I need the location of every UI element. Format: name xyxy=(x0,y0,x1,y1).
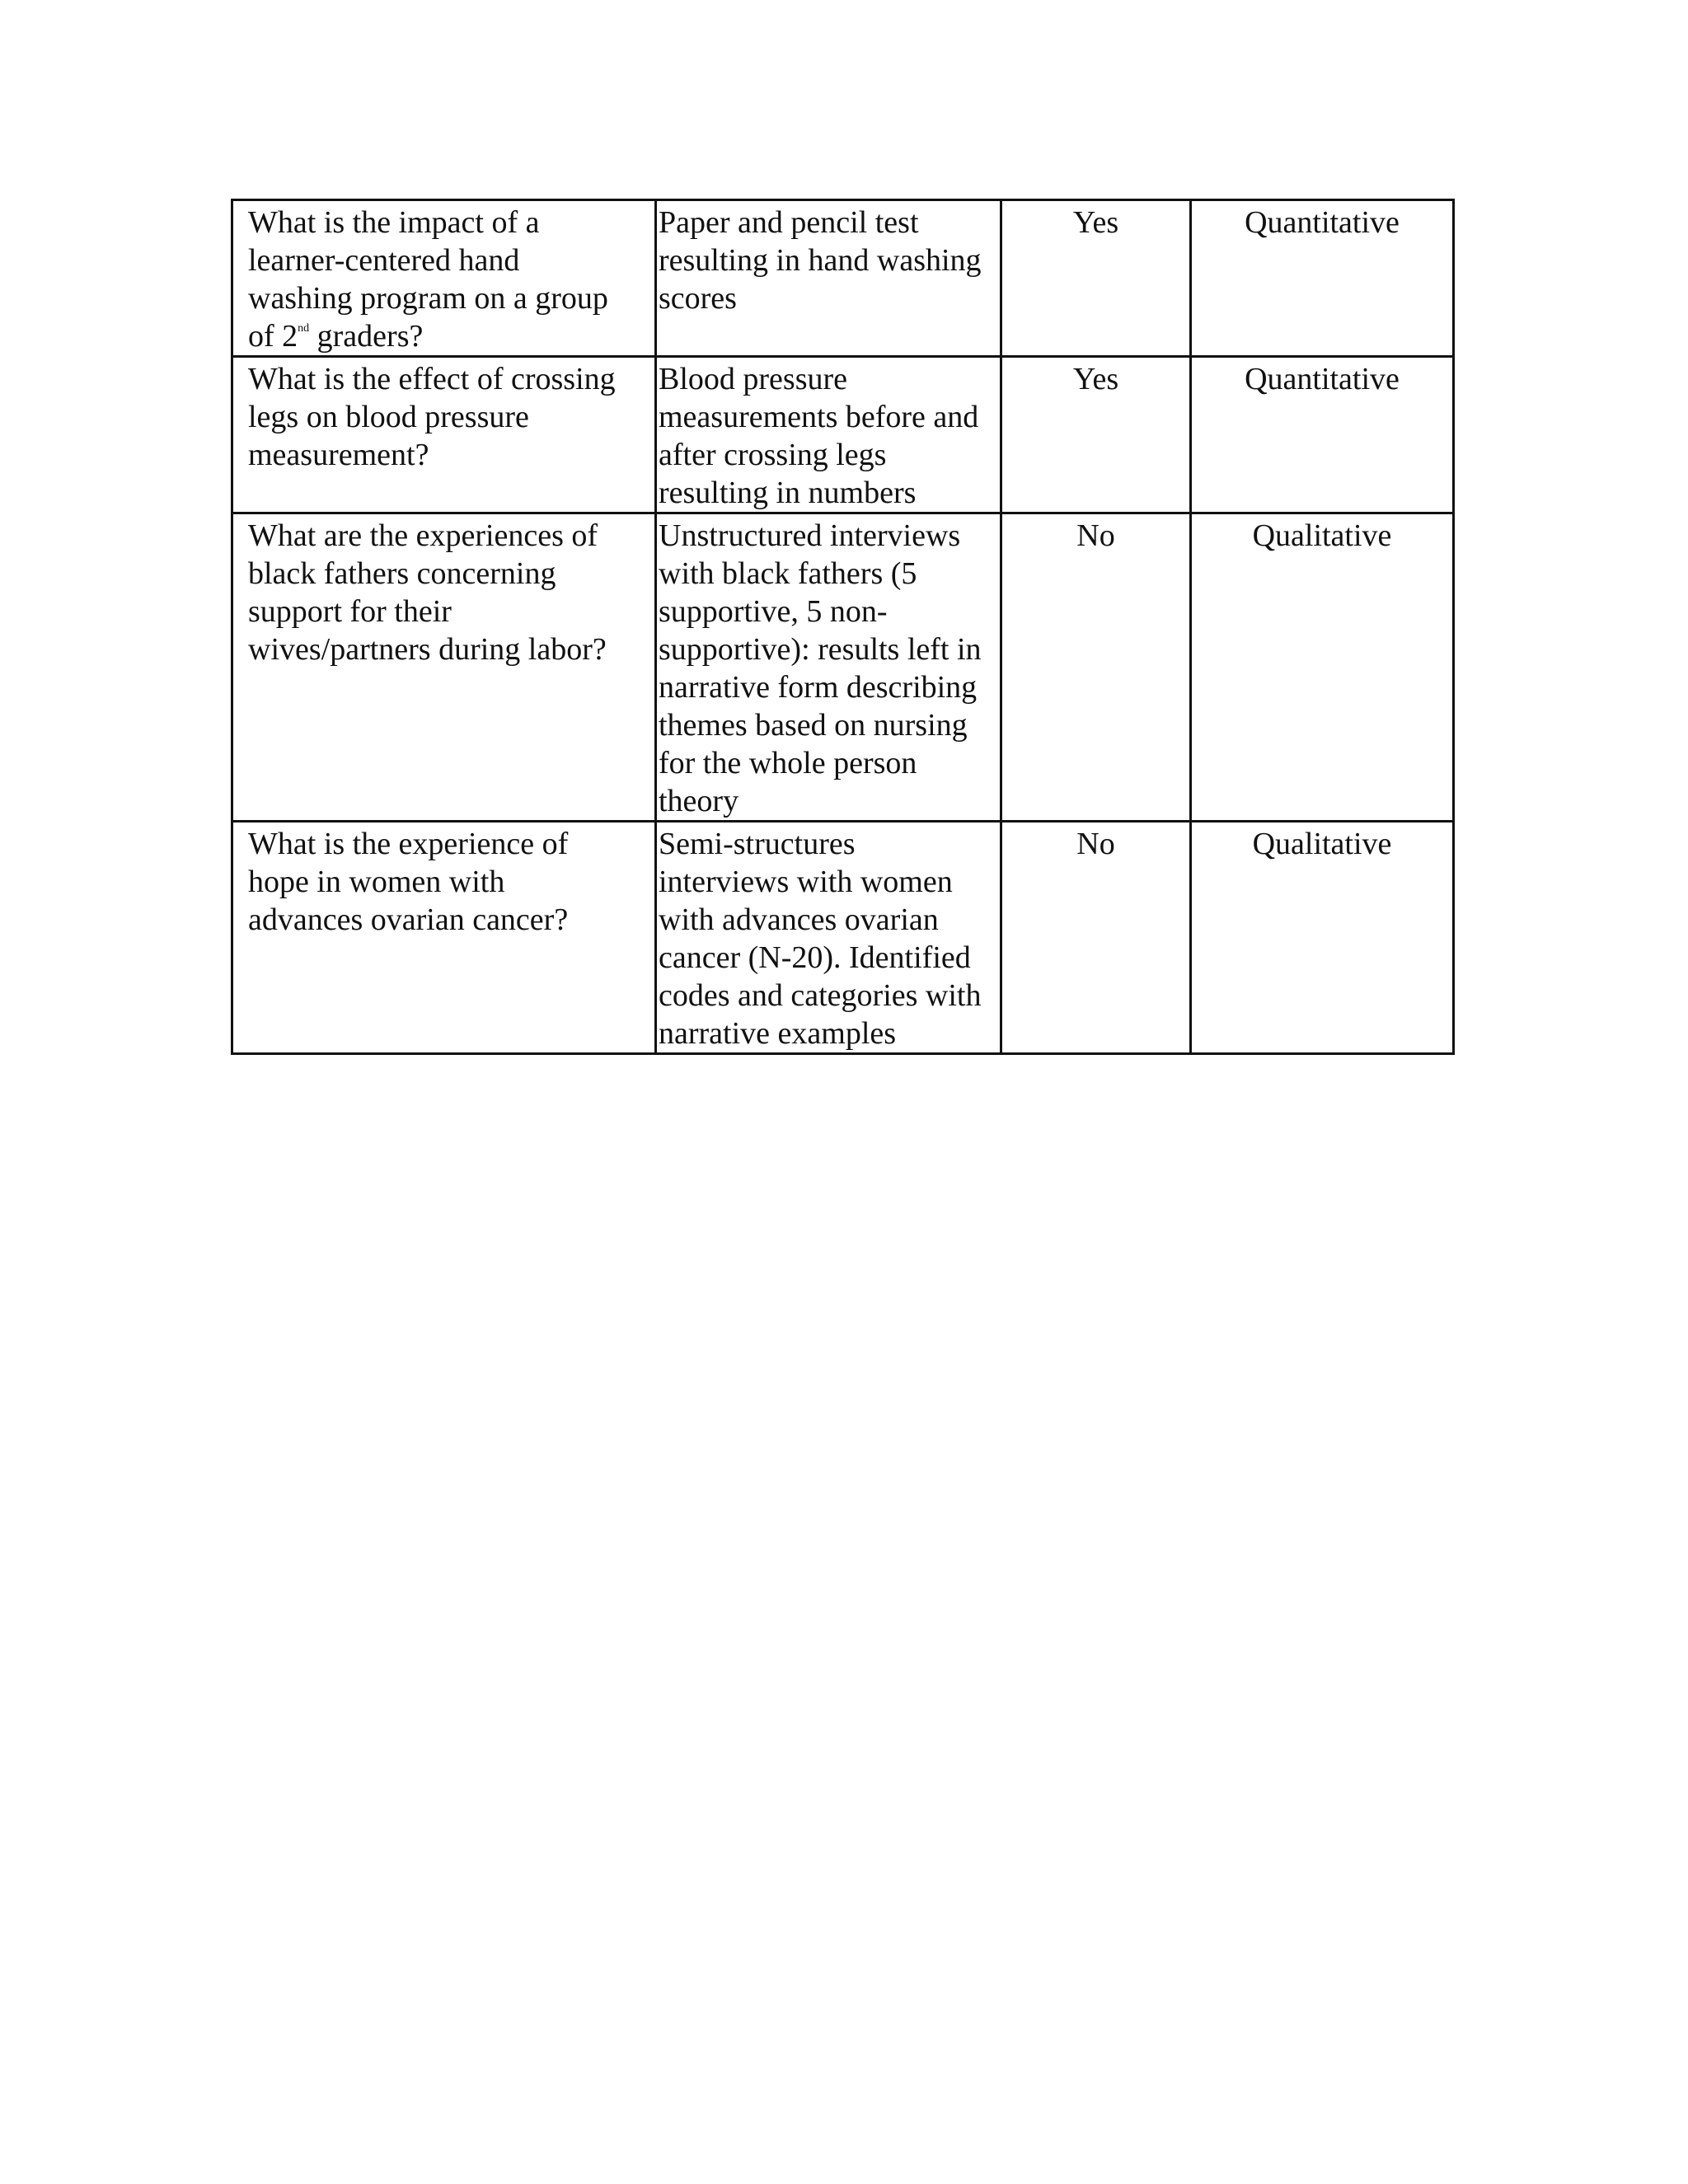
method-line: narrative examples xyxy=(659,1016,897,1051)
method-line: Semi-structures xyxy=(659,827,856,861)
question-line: legs on blood pressure xyxy=(248,400,529,434)
method-line: supportive): results left in xyxy=(659,632,982,667)
table-row xyxy=(232,513,1454,822)
method-line: after crossing legs xyxy=(659,438,887,472)
research-question-cell xyxy=(232,822,656,1054)
question-line: measurement? xyxy=(248,438,429,472)
question-text: graders? xyxy=(309,319,424,354)
research-question-cell xyxy=(232,513,656,822)
question-line: washing program on a group xyxy=(248,281,608,316)
question-line: advances ovarian cancer? xyxy=(248,902,569,937)
method-line: interviews with women xyxy=(659,865,953,899)
method-cell xyxy=(656,513,1001,822)
research-question-cell xyxy=(232,357,656,513)
method-cell xyxy=(656,357,1001,513)
method-line: resulting in hand washing xyxy=(659,243,982,278)
research-type-cell: Quantitative xyxy=(1191,357,1454,513)
method-line: Unstructured interviews xyxy=(659,518,961,553)
research-question-cell xyxy=(232,200,656,357)
question-text: of 2 xyxy=(248,319,298,354)
method-cell xyxy=(656,200,1001,357)
method-line: codes and categories with xyxy=(659,978,982,1013)
method-line: cancer (N-20). Identified xyxy=(659,940,971,975)
method-line: supportive, 5 non- xyxy=(659,594,888,629)
method-line: theory xyxy=(659,784,739,818)
method-line: for the whole person xyxy=(659,746,917,780)
numeric-data-cell: No xyxy=(1001,822,1191,1054)
research-type-cell: Quantitative xyxy=(1191,200,1454,357)
question-line: support for their xyxy=(248,594,452,629)
question-line: wives/partners during labor? xyxy=(248,632,607,667)
method-line: Blood pressure xyxy=(659,362,848,396)
method-line: Paper and pencil test xyxy=(659,205,919,240)
numeric-data-cell: Yes xyxy=(1001,357,1191,513)
question-line: What is the effect of crossing xyxy=(248,362,616,396)
numeric-data-cell: No xyxy=(1001,513,1191,822)
table-row xyxy=(232,357,1454,513)
table-row xyxy=(232,200,1454,357)
question-line: What is the impact of a xyxy=(248,205,540,240)
research-design-table xyxy=(231,199,1455,1055)
method-line: narrative form describing xyxy=(659,670,978,705)
numeric-data-cell: Yes xyxy=(1001,200,1191,357)
method-line: with advances ovarian xyxy=(659,902,939,937)
question-line: hope in women with xyxy=(248,865,505,899)
method-line: themes based on nursing xyxy=(659,708,968,743)
method-line: measurements before and xyxy=(659,400,979,434)
question-line-with-ordinal xyxy=(248,317,646,355)
table-row xyxy=(232,822,1454,1054)
research-type-cell: Qualitative xyxy=(1191,822,1454,1054)
method-line: scores xyxy=(659,281,737,316)
question-line: black fathers concerning xyxy=(248,556,556,591)
method-line: with black fathers (5 xyxy=(659,556,917,591)
method-line: resulting in numbers xyxy=(659,476,917,510)
method-cell xyxy=(656,822,1001,1054)
question-line: learner-centered hand xyxy=(248,243,520,278)
research-type-cell: Qualitative xyxy=(1191,513,1454,822)
question-line: What are the experiences of xyxy=(248,518,598,553)
question-line: What is the experience of xyxy=(248,827,569,861)
ordinal-suffix: nd xyxy=(298,322,310,335)
